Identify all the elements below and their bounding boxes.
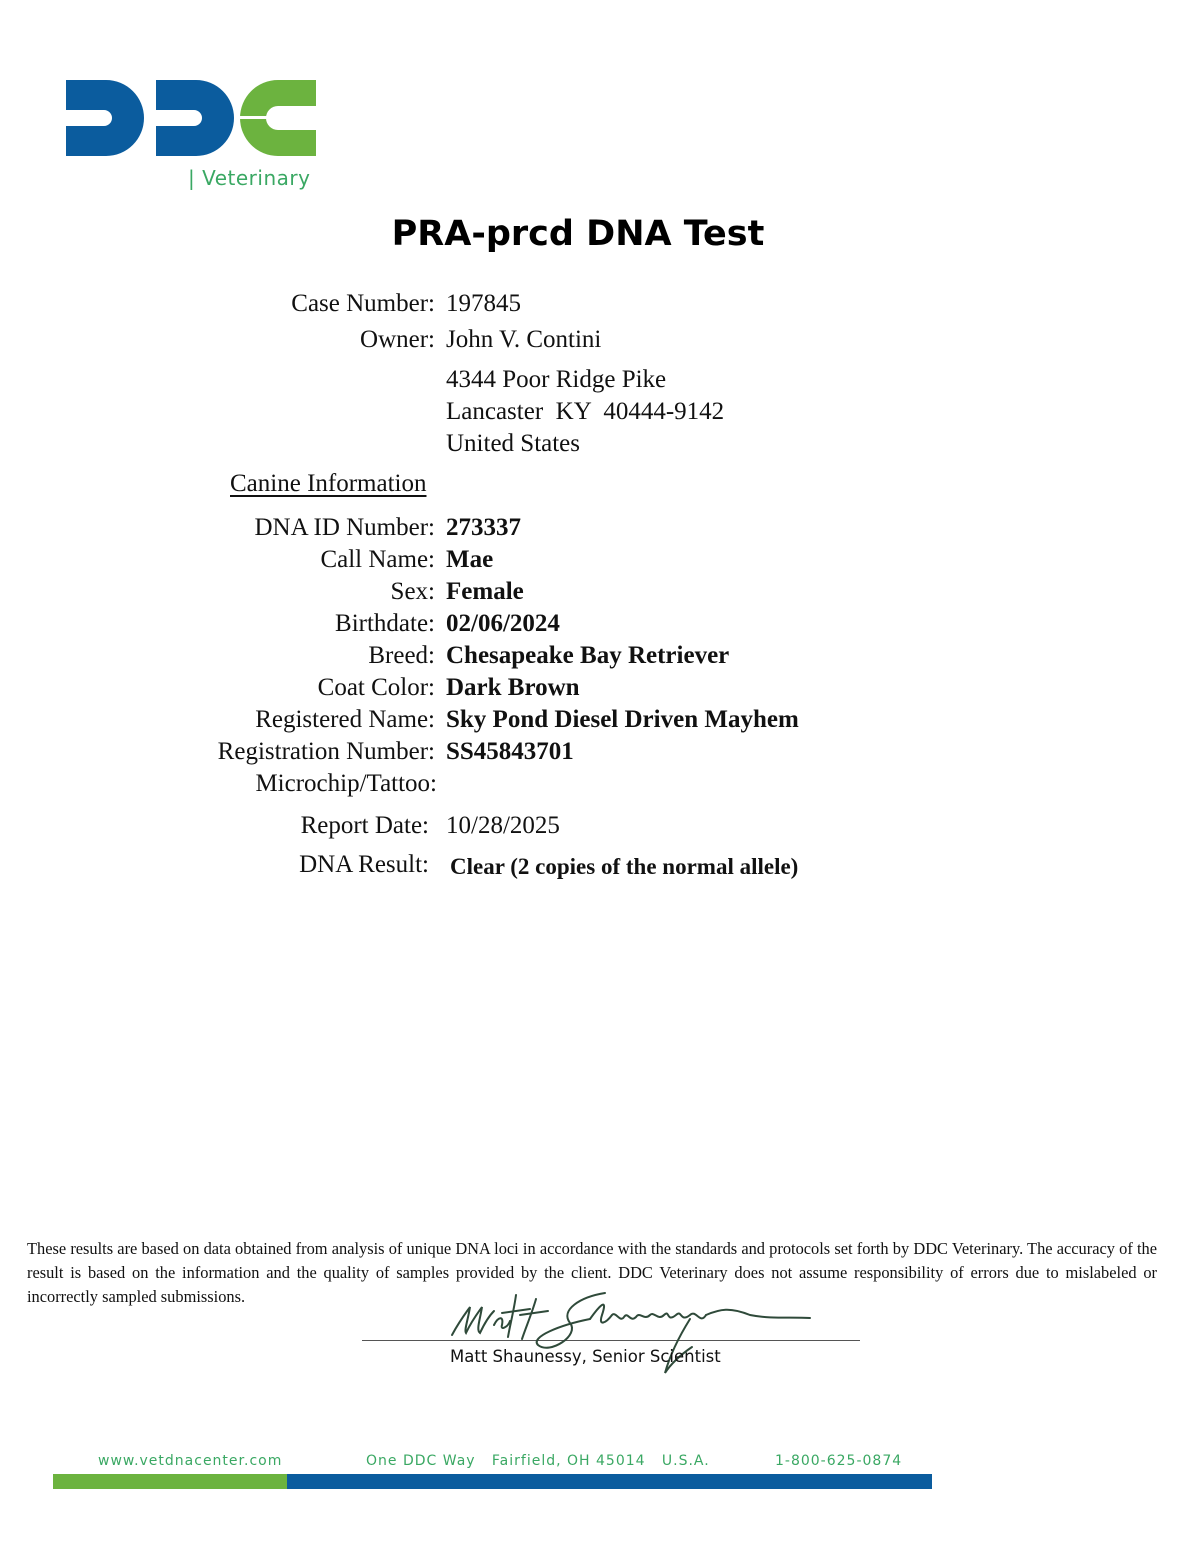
canine-field-row: [0, 704, 1187, 736]
field-label: DNA ID Number:: [254, 514, 435, 541]
canine-field-row: [0, 576, 1187, 608]
footer-bar-blue: [287, 1474, 932, 1489]
document-title: PRA-prcd DNA Test: [391, 214, 765, 254]
owner-label: Owner:: [360, 326, 435, 353]
signatory-name-title: Matt Shaunessy, Senior Scientist: [450, 1347, 721, 1366]
footer-bar-green: [53, 1474, 287, 1489]
dna-result-value: Clear (2 copies of the normal allele): [450, 854, 799, 879]
sex-value: Female: [446, 578, 524, 605]
canine-field-row: [0, 768, 1187, 800]
case-number-label: Case Number:: [291, 290, 435, 317]
footer-website[interactable]: www.vetdnacenter.com: [98, 1453, 283, 1469]
report-date-value: 10/28/2025: [446, 812, 560, 839]
ddc-logo-mark: [64, 78, 324, 163]
case-number-value: 197845: [446, 290, 521, 317]
field-label: Call Name:: [320, 546, 435, 573]
dna-result-row: [0, 849, 1187, 881]
birthdate-value: 02/06/2024: [446, 610, 560, 637]
canine-field-row: [0, 512, 1187, 544]
logo-subtitle: | Veterinary: [188, 166, 311, 190]
disclaimer-text: These results are based on data obtained from analysis of unique DNA loci in accordance with the standards and protocols set forth by DDC Veterinary. The accuracy of the result is based on the information and the quality of samples provided by the client. DDC Veterinary does not assume responsibility of errors due to mislabeled or incorrectly sampled submissions.: [27, 1239, 1157, 1306]
field-label: Registration Number:: [217, 738, 435, 765]
address-country: United States: [446, 430, 581, 457]
report-date-row: [0, 810, 1187, 842]
field-label: Microchip/Tattoo:: [255, 770, 437, 797]
registration-number-value: SS45843701: [446, 738, 574, 765]
field-label: Sex:: [390, 578, 435, 605]
address-line-2: [0, 396, 1187, 428]
case-number-row: [0, 288, 1187, 320]
report-date-label: Report Date:: [300, 812, 429, 839]
address-line-1: [0, 364, 1187, 396]
owner-name: John V. Contini: [446, 326, 602, 353]
field-label: Registered Name:: [255, 706, 435, 733]
canine-field-row: [0, 640, 1187, 672]
address-line-3: [0, 428, 1187, 460]
owner-row: [0, 324, 1187, 356]
call-name-value: Mae: [446, 546, 494, 573]
dna-id-value: 273337: [446, 514, 521, 541]
field-label: Coat Color:: [317, 674, 435, 701]
ddc-veterinary-logo: [64, 78, 324, 193]
canine-info-heading: Canine Information: [230, 470, 427, 497]
breed-value: Chesapeake Bay Retriever: [446, 642, 730, 669]
field-label: Birthdate:: [335, 610, 435, 637]
canine-field-row: [0, 736, 1187, 768]
canine-field-row: [0, 608, 1187, 640]
address-street: 4344 Poor Ridge Pike: [446, 366, 667, 393]
canine-field-row: [0, 544, 1187, 576]
coat-color-value: Dark Brown: [446, 674, 580, 701]
address-city-state-zip: Lancaster KY 40444-9142: [446, 398, 725, 425]
registered-name-value: Sky Pond Diesel Driven Mayhem: [446, 706, 799, 733]
footer-address: One DDC Way Fairfield, OH 45014 U.S.A.: [366, 1453, 710, 1469]
dna-result-label: DNA Result:: [299, 851, 429, 878]
footer-phone: 1-800-625-0874: [775, 1453, 903, 1469]
field-label: Breed:: [368, 642, 435, 669]
canine-field-row: [0, 672, 1187, 704]
